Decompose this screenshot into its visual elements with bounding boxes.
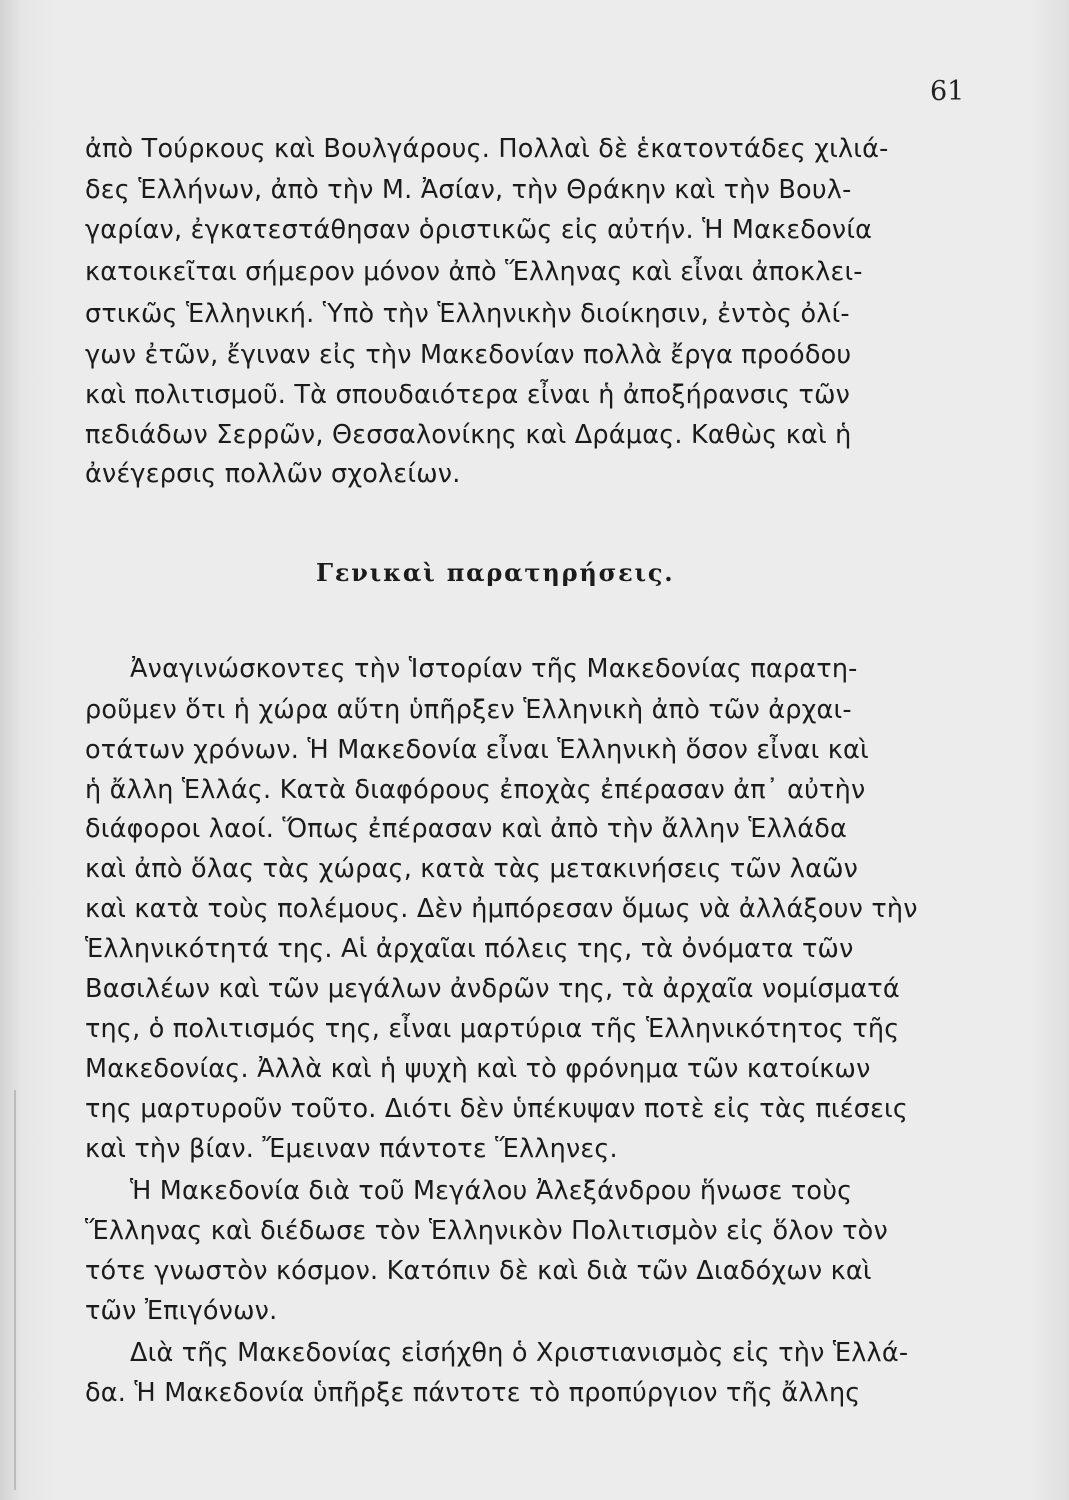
text-line: καὶ κατὰ τοὺς πολέμους. Δὲν ἠμπόρεσαν ὅμως νὰ ἀλλάξουν τὴν (85, 894, 918, 924)
text-line: καὶ ἀπὸ ὅλας τὰς χώρας, κατὰ τὰς μετακινήσεις τῶν λαῶν (85, 854, 859, 884)
text-line: δα. Ἡ Μακεδονία ὑπῆρξε πάντοτε τὸ προπύργιον τῆς ἄλλης (85, 1378, 861, 1408)
text-line: πεδιάδων Σερρῶν, Θεσσαλονίκης καὶ Δράμας. Καθὼς καὶ ἡ (85, 420, 852, 450)
text-line: Ἀναγινώσκοντες τὴν Ἱστορίαν τῆς Μακεδονίας παρατη- (130, 654, 858, 684)
text-line: οτάτων χρόνων. Ἡ Μακεδονία εἶναι Ἑλληνικὴ ὅσον εἶναι καὶ (85, 735, 869, 765)
text-line: Βασιλέων καὶ τῶν μεγάλων ἀνδρῶν της, τὰ ἀρχαῖα νομίσματά (85, 974, 900, 1004)
text-line: ἀπὸ Τούρκους καὶ Βουλγάρους. Πολλαὶ δὲ ἑκατοντάδες χιλιά- (85, 134, 889, 164)
text-line: τότε γνωστὸν κόσμον. Κατόπιν δὲ καὶ διὰ τῶν Διαδόχων καὶ (85, 1256, 872, 1286)
text-line: ἡ ἄλλη Ἑλλάς. Κατὰ διαφόρους ἐποχὰς ἐπέρασαν ἀπ᾽ αὐτὴν (85, 775, 866, 805)
text-line: Διὰ τῆς Μακεδονίας εἰσήχθη ὁ Χριστιανισμὸς εἰς τὴν Ἑλλά- (130, 1338, 909, 1368)
text-line: Ἡ Μακεδονία διὰ τοῦ Μεγάλου Ἀλεξάνδρου ἥνωσε τοὺς (130, 1176, 853, 1206)
binding-shadow (14, 1090, 16, 1490)
text-line: της, ὁ πολιτισμός της, εἶναι μαρτύρια τῆς Ἑλληνικότητος τῆς (85, 1014, 900, 1044)
text-line: Μακεδονίας. Ἀλλὰ καὶ ἡ ψυχὴ καὶ τὸ φρόνημα τῶν κατοίκων (85, 1054, 871, 1084)
text-line: τῶν Ἐπιγόνων. (85, 1296, 278, 1326)
text-line: δες Ἑλλήνων, ἀπὸ τὴν Μ. Ἀσίαν, τὴν Θράκην καὶ τὴν Βουλ- (85, 175, 852, 205)
text-line: διάφοροι λαοί. Ὅπως ἐπέρασαν καὶ ἀπὸ τὴν ἄλλην Ἑλλάδα (85, 814, 848, 844)
page-number: 61 (930, 76, 965, 107)
text-line: Ἑλληνικότητά της. Αἱ ἀρχαῖαι πόλεις της, τὰ ὀνόματα τῶν (85, 934, 854, 964)
text-line: Ἕλληνας καὶ διέδωσε τὸν Ἑλληνικὸν Πολιτισμὸν εἰς ὅλον τὸν (85, 1216, 888, 1246)
text-line: ροῦμεν ὅτι ἡ χώρα αὕτη ὑπῆρξεν Ἑλληνικὴ ἀπὸ τῶν ἀρχαι- (85, 695, 852, 725)
text-line: κατοικεῖται σήμερον μόνον ἀπὸ Ἕλληνας καὶ εἶναι ἀποκλει- (85, 257, 863, 287)
text-line: στικῶς Ἑλληνική. Ὑπὸ τὴν Ἑλληνικὴν διοίκησιν, ἐντὸς ὀλί- (85, 299, 850, 329)
text-line: καὶ πολιτισμοῦ. Τὰ σπουδαιότερα εἶναι ἡ ἀποξήρανσις τῶν (85, 380, 851, 410)
text-line: γαρίαν, ἐγκατεστάθησαν ὁριστικῶς εἰς αὐτήν. Ἡ Μακεδονία (85, 215, 873, 245)
section-heading: Γενικαὶ παρατηρήσεις. (316, 558, 675, 587)
text-line: γων ἐτῶν, ἔγιναν εἰς τὴν Μακεδονίαν πολλὰ ἔργα προόδου (85, 340, 852, 370)
text-line: της μαρτυροῦν τοῦτο. Διότι δὲν ὑπέκυψαν ποτὲ εἰς τὰς πιέσεις (85, 1094, 909, 1124)
text-line: καὶ τὴν βίαν. Ἔμειναν πάντοτε Ἕλληνες. (85, 1134, 618, 1164)
text-line: ἀνέγερσις πολλῶν σχολείων. (85, 459, 461, 489)
